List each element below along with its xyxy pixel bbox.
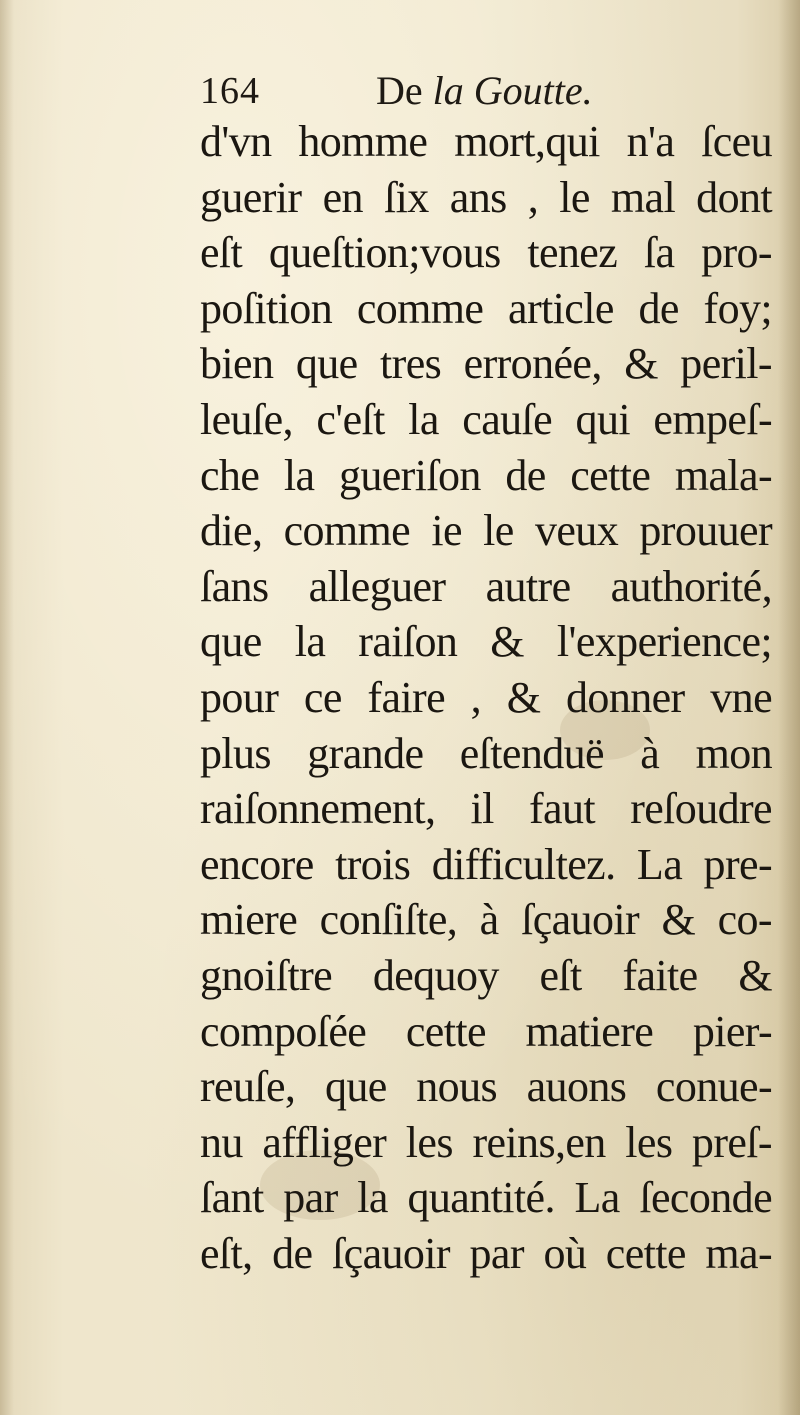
text-line: pour ce faire , & donner vne bbox=[200, 672, 772, 722]
page-left-edge bbox=[0, 0, 14, 1415]
text-line: eſt queſtion;vous tenez ſa pro- bbox=[200, 228, 772, 278]
text-line: gnoiſtre dequoy eſt faite & bbox=[200, 950, 772, 1000]
text-block bbox=[200, 114, 780, 1281]
text-line: d'vn homme mort,qui n'a ſceu bbox=[200, 117, 772, 166]
text-line: miere conſiſte, à ſçauoir & co- bbox=[200, 895, 772, 945]
text-line: reuſe, que nous auons conue- bbox=[200, 1062, 772, 1112]
text-line: eſt, de ſçauoir par où cette ma- bbox=[200, 1228, 772, 1278]
text-line: ſant par la quantité. La ſeconde bbox=[200, 1173, 772, 1223]
running-title-prefix: De bbox=[376, 68, 433, 113]
page-right-edge bbox=[778, 0, 800, 1415]
text-line: raiſonnement, il faut reſoudre bbox=[200, 784, 772, 834]
text-line: guerir en ſix ans , le mal dont bbox=[200, 172, 772, 222]
text-line: poſition comme article de foy; bbox=[200, 283, 772, 333]
page-number: 164 bbox=[200, 70, 260, 112]
running-title bbox=[376, 66, 593, 116]
running-header bbox=[200, 66, 760, 116]
text-line: nu affliger les reins,en les preſ- bbox=[200, 1117, 772, 1167]
text-line: compoſée cette matiere pier- bbox=[200, 1006, 772, 1056]
text-line: encore trois difficultez. La pre- bbox=[200, 839, 772, 889]
text-line: ſans alleguer autre authorité, bbox=[200, 561, 772, 611]
running-title-italic: la Goutte. bbox=[432, 68, 593, 113]
text-line: die, comme ie le veux prouuer bbox=[200, 506, 772, 556]
text-line: leuſe, c'eſt la cauſe qui empeſ- bbox=[200, 394, 772, 444]
text-line: che la gueriſon de cette mala- bbox=[200, 450, 772, 500]
text-line: que la raiſon & l'experience; bbox=[200, 617, 772, 667]
text-line: plus grande eſtenduë à mon bbox=[200, 728, 772, 778]
text-line: bien que tres erronée, & peril- bbox=[200, 339, 772, 389]
